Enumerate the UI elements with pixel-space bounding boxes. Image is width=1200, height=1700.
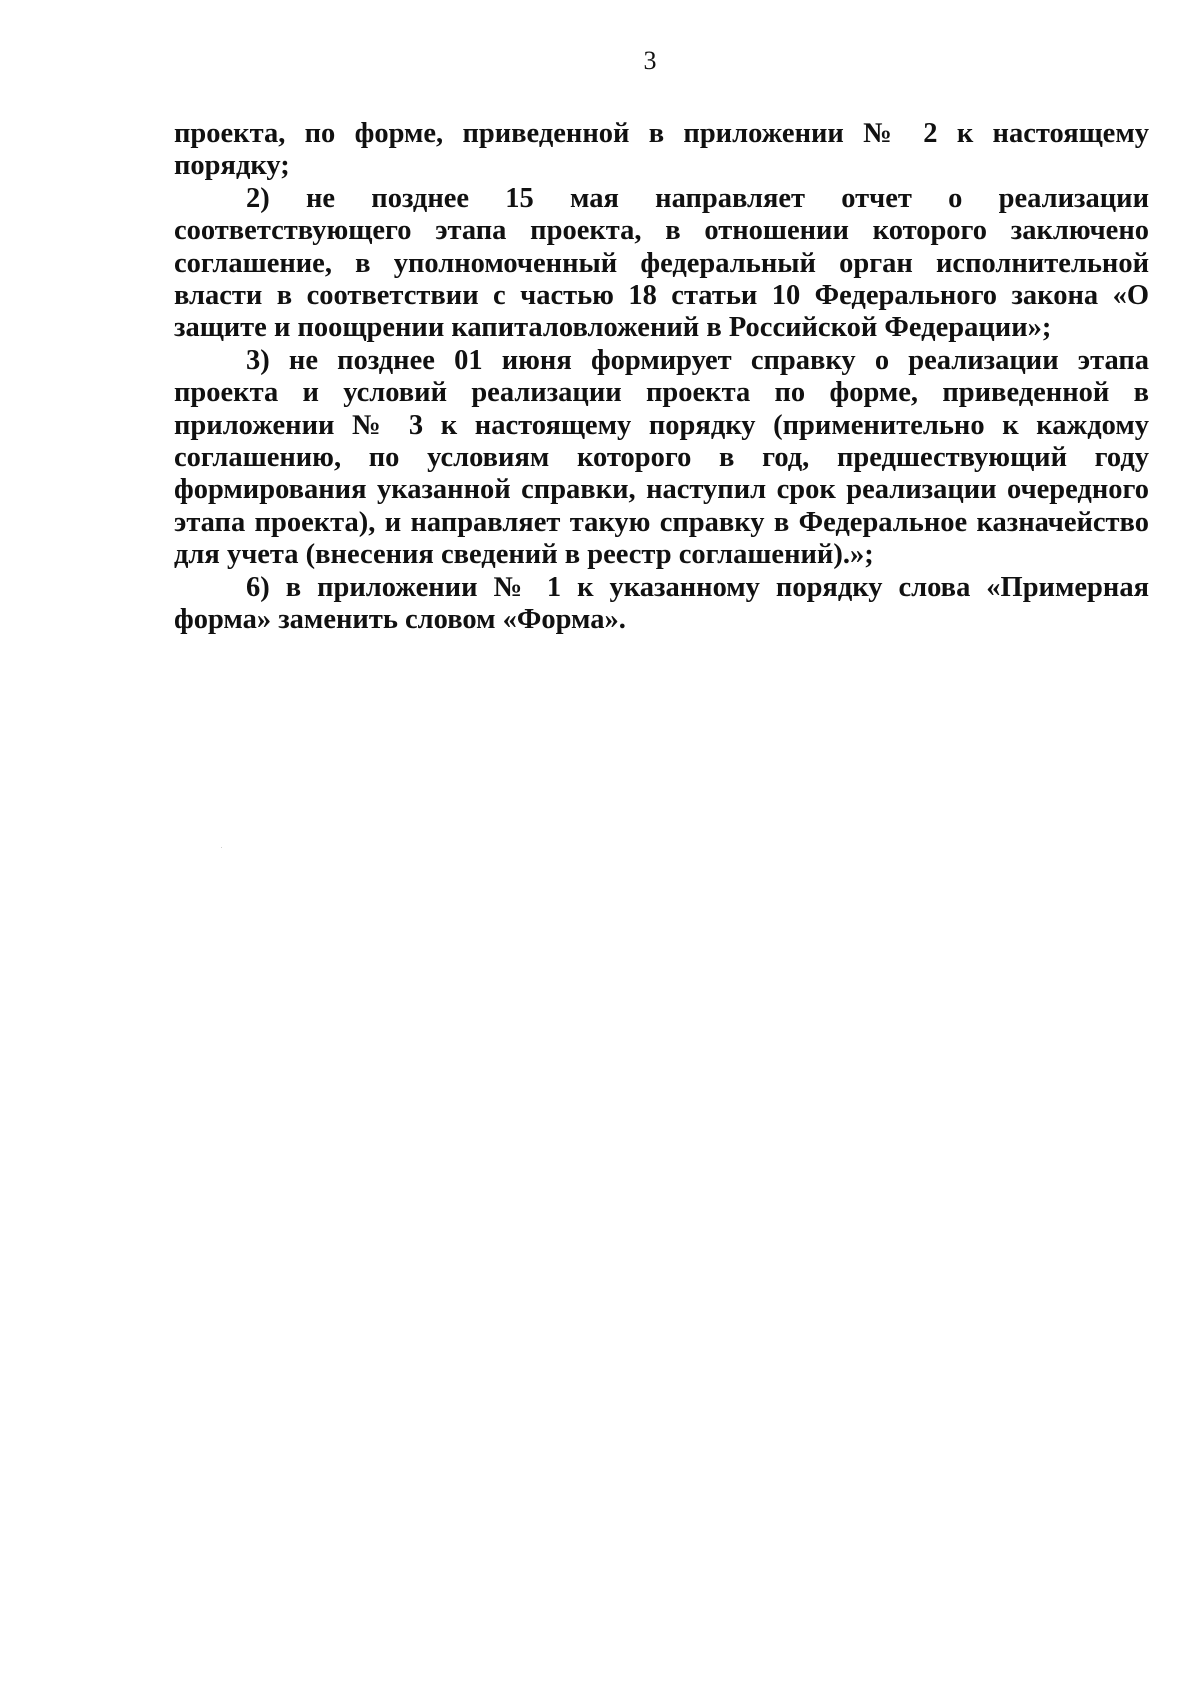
paragraph-item-2: 2) не позднее 15 мая направляет отчет о реализации соответствующего этапа проекта, в отношении которого заключено соглашение, в уполномоченный федеральный орган исполнительной власти в соответствии с частью 18 статьи 10 Федерального закона «О защите и поощрении капиталовложений в Российской Федерации»; [174, 182, 1149, 344]
paragraph-item-3: 3) не позднее 01 июня формирует справку о реализации этапа проекта и условий реализации проекта по форме, приведенной в приложении № 3 к настоящему порядку (применительно к каждому соглашению, по условиям которого в год, предшествующий году формирования указанной справки, наступил срок реализации очередного этапа проекта), и направляет такую справку в Федеральное казначейство для учета (внесения сведений в реестр соглашений).»; [174, 344, 1149, 571]
paragraph-item-6: 6) в приложении № 1 к указанному порядку слова «Примерная форма» заменить словом «Форма». [174, 571, 1149, 636]
page-number: 3 [643, 46, 657, 75]
document-body [174, 118, 1149, 637]
scan-speck [221, 847, 222, 848]
paragraph-continuation: проекта, по форме, приведенной в приложении № 2 к настоящему порядку; [174, 118, 1149, 182]
